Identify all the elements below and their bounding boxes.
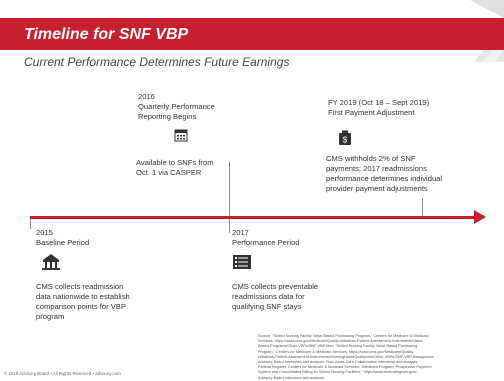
event-baseline-label: 2015 Baseline Period	[36, 228, 90, 247]
event-first-payment-detail: CMS withholds 2% of SNF payments; 2017 readmissions performance determines individual provider payment adjustments	[326, 154, 443, 193]
footnote-line: Advisory Board interviews and analysis.	[258, 375, 325, 380]
building-icon	[41, 253, 61, 271]
event-first-payment-label: FY 2019 (Oct 18 – Sept 2019) First Payment Adjustment	[328, 98, 430, 117]
footnote-line: System and Consolidated Billing for Skilled Nursing Facilities," https://www.federalregister.gov/;	[258, 370, 418, 375]
event-performance-label: 2017 Performance Period	[232, 228, 300, 247]
svg-text:$: $	[342, 135, 348, 145]
footnote-line: Program," Centers for Medicare & Medicaid Services, https://www.cms.gov/Medicare/Quality-	[258, 349, 415, 354]
checklist-icon	[232, 254, 252, 270]
footnote-line: Advisory Board interviews and analysis. Post-Acute Care Collaborative interviews and analysis;	[258, 360, 419, 365]
footnote-line: Source: "Skilled Nursing Facility Value-Based Purchasing Program," Centers for Medicare & Medicaid	[258, 334, 429, 338]
title-bar	[0, 18, 504, 50]
timeline-tick	[30, 219, 31, 229]
timeline-tick	[422, 198, 423, 216]
timeline-tick	[229, 219, 230, 233]
source-footnote	[258, 334, 498, 381]
footnote-line: Based-Programs/Other-VBPs/SNF-VBP.html; "Skilled Nursing Facility Value-Based Purchasing	[258, 344, 418, 349]
calendar-icon	[174, 128, 188, 142]
event-performance-detail: CMS collects preventable readmissions data for qualifying SNF stays	[232, 282, 319, 311]
event-quarterly-reporting-label: 2016 Quarterly Performance Reporting Begins	[138, 92, 215, 121]
timeline-bar	[30, 216, 476, 219]
footnote-line: Federal Register, Centers for Medicare & Medicaid Services, "Medicare Program; Prospective Payment	[258, 365, 432, 370]
timeline-arrow	[474, 210, 486, 224]
money-bag-icon	[338, 130, 352, 146]
footnote-line: Initiatives-Patient-Assessment-Instruments/NursingHomeQualityInits/Other-VBPs/SNF-VBP-Background;	[258, 354, 435, 359]
copyright-footer: © 2018 Advisory Board • All Rights Reserved • advisory.com	[4, 371, 121, 376]
event-baseline-detail: CMS collects readmission data nationwide to establish comparison points for VBP program	[36, 282, 130, 321]
event-quarterly-reporting-detail: Available to SNFs from Oct. 1 via CASPER	[136, 158, 214, 177]
footnote-line: Services, https://www.cms.gov/Medicare/Quality-Initiatives-Patient-Assessment-Instruments/Value-	[258, 339, 424, 344]
timeline-tick	[229, 162, 230, 216]
page-title: Timeline for SNF VBP	[24, 26, 189, 43]
page-subtitle: Current Performance Determines Future Earnings	[24, 55, 290, 69]
